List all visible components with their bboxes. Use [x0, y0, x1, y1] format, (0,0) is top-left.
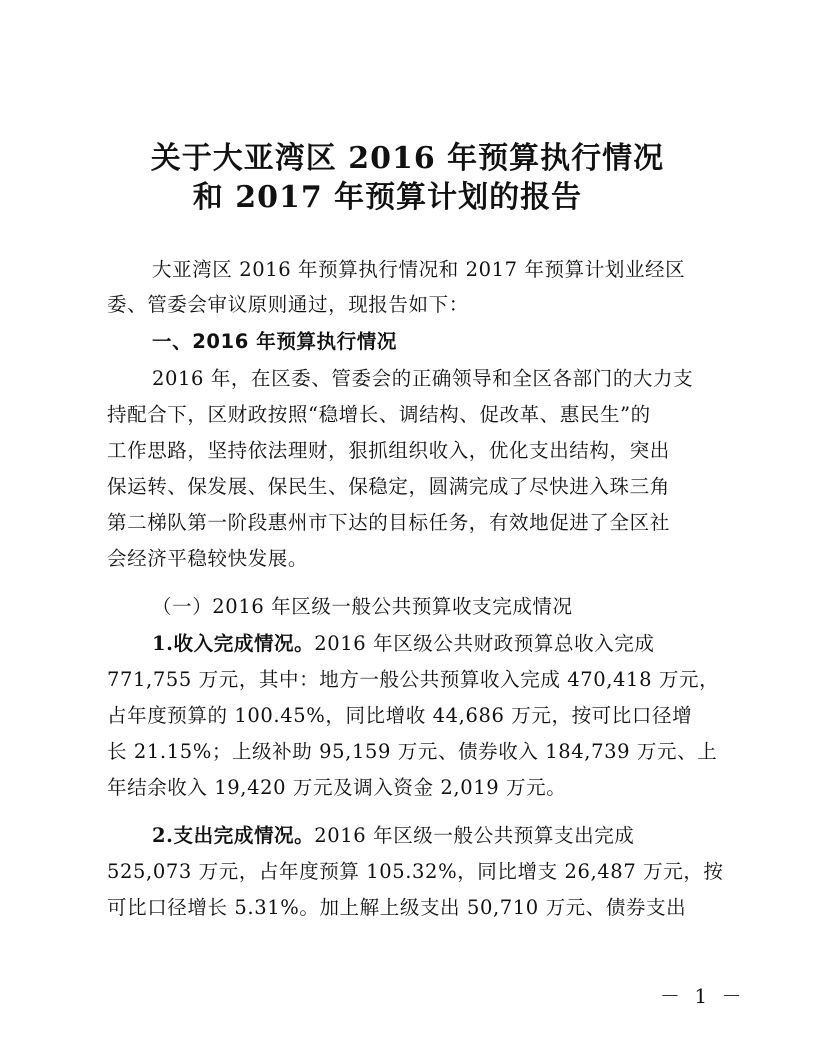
income-line-3: 占年度预算的 100.45%，同比增收 44,686 万元，按可比口径增: [107, 704, 693, 727]
para2016-line-6: 会经济平稳较快发展。: [107, 547, 309, 570]
income-line-1: [152, 628, 655, 656]
para2016-line-5: 第二梯队第一阶段惠州市下达的目标任务，有效地促进了全区社: [107, 511, 670, 534]
document-title-line1: 关于大亚湾区 2016 年预算执行情况: [150, 141, 665, 176]
expense-line-2: 525,073 万元，占年度预算 105.32%，同比增支 26,487 万元，按: [107, 860, 724, 883]
intro-line-2: 委、管委会审议原则通过，现报告如下：: [107, 293, 469, 316]
expense-line-3: 可比口径增长 5.31%。加上解上级支出 50,710 万元、债券支出: [107, 896, 687, 919]
intro-line-1: 大亚湾区 2016 年预算执行情况和 2017 年预算计划业经区: [152, 258, 686, 281]
para2016-line-1: 2016 年，在区委、管委会的正确领导和全区各部门的大力支: [152, 367, 694, 390]
income-label: 1.收入完成情况。: [152, 632, 315, 655]
section1-heading: 一、2016 年预算执行情况: [152, 330, 397, 353]
income-text-1: 2016 年区级公共财政预算总收入完成: [314, 632, 655, 655]
document-title-line2: 和 2017 年预算计划的报告: [192, 180, 583, 215]
page-number: － 1 －: [660, 984, 746, 1008]
subsection1-heading: （一）2016 年区级一般公共预算收支完成情况: [152, 595, 573, 618]
para2016-line-4: 保运转、保发展、保民生、保稳定，圆满完成了尽快进入珠三角: [107, 475, 670, 498]
income-line-5: 年结余收入 19,420 万元及调入资金 2,019 万元。: [107, 776, 567, 799]
expense-line-1: [152, 820, 634, 848]
expense-text-1: 2016 年区级一般公共预算支出完成: [314, 824, 635, 847]
para2016-line-3: 工作思路，坚持依法理财，狠抓组织收入，优化支出结构，突出: [107, 439, 670, 462]
income-line-4: 长 21.15%；上级补助 95,159 万元、债券收入 184,739 万元、上: [107, 740, 718, 763]
income-line-2: 771,755 万元，其中：地方一般公共预算收入完成 470,418 万元，: [107, 668, 720, 691]
para2016-line-2: 持配合下，区财政按照“稳增长、调结构、促改革、惠民生”的: [107, 403, 651, 426]
expense-label: 2.支出完成情况。: [152, 824, 315, 847]
